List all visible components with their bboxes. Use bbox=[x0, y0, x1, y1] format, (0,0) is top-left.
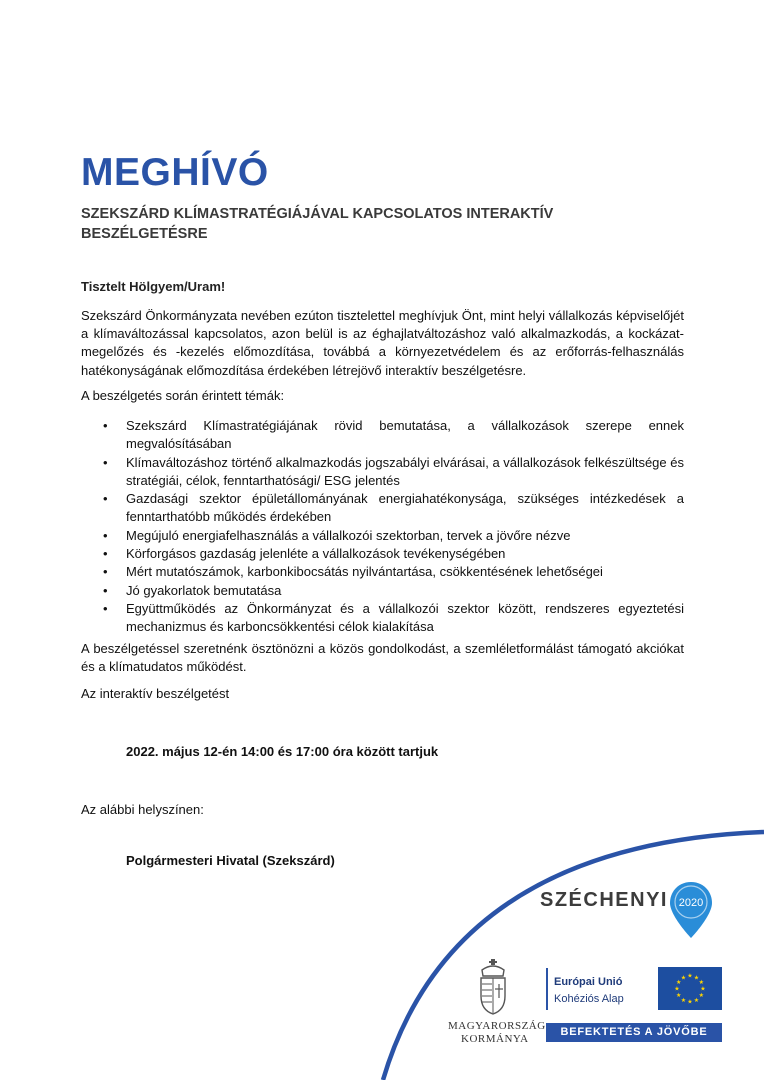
eu-flag-icon bbox=[658, 967, 722, 1010]
list-item: • Szekszárd Klímastratégiájának rövid bemutatása, a vállalkozások szerepe ennek megvalósításában bbox=[103, 418, 684, 452]
eu-star-icon: ★ bbox=[687, 998, 693, 1006]
szechenyi-year: 2020 bbox=[678, 897, 704, 909]
list-item: • Körforgásos gazdaság jelenléte a vállalkozások tevékenységében bbox=[81, 545, 684, 563]
szechenyi-logo-text: SZÉCHENYI bbox=[540, 889, 668, 911]
list-item: • Együttműködés az Önkormányzat és a vállalkozói szektor között, rendszeres egyeztetési mechanizmus és karboncsökkentési célok kialakítása bbox=[103, 600, 684, 635]
list-item: • Klímaváltozáshoz történő alkalmazkodás jogszabályi elvárásai, a vállalkozások felkészültsége és stratégiái, célok, fenntarthatósági/ ESG jelentés bbox=[103, 454, 684, 488]
eu-star-icon: ★ bbox=[693, 974, 700, 982]
page-subtitle: SZEKSZÁRD KLÍMASTRATÉGIÁJÁVAL KAPCSOLATOS INTERAKTÍV BESZÉLGETÉSRE bbox=[81, 206, 554, 242]
bullet-icon: • bbox=[103, 454, 108, 470]
eu-star-icon: ★ bbox=[680, 974, 687, 982]
eu-star-icon: ★ bbox=[680, 996, 687, 1004]
invest-future-banner: BEFEKTETÉS A JÖVŐBE bbox=[546, 1023, 722, 1042]
bullet-icon: • bbox=[103, 600, 108, 616]
bullet-icon: • bbox=[103, 527, 108, 543]
list-item: • Megújuló energiafelhasználás a vállalkozói szektorban, tervek a jövőre nézve bbox=[81, 527, 684, 545]
bullet-icon: • bbox=[103, 546, 108, 562]
venue-lead: Az alábbi helyszínen: bbox=[81, 802, 204, 817]
cohesion-fund-label: Kohéziós Alap bbox=[554, 993, 624, 1005]
szechenyi-pin-icon bbox=[668, 880, 714, 940]
topics-lead: A beszélgetés során érintett témák: bbox=[81, 388, 285, 403]
event-date: 2022. május 12-én 14:00 és 17:00 óra között tartjuk bbox=[126, 744, 439, 759]
list-item: • Gazdasági szektor épületállományának energiahatékonysága, szükséges intézkedések a fenntarthatóbb működés érdekében bbox=[103, 491, 684, 525]
bullet-icon: • bbox=[103, 582, 108, 598]
page-title: MEGHÍVÓ bbox=[81, 151, 269, 194]
eu-divider bbox=[546, 968, 548, 1010]
bullet-icon: • bbox=[103, 564, 108, 580]
government-line-2: KORMÁNYA bbox=[461, 1033, 529, 1045]
eu-label: Európai Unió bbox=[554, 976, 623, 988]
intro-paragraph: Szekszárd Önkormányzata nevében ezúton tisztelettel meghívjuk Önt, mint helyi vállalkozás képviselőjét a klímaváltozással kapcsolatos, azon belül is az éghajlatváltozáshoz való alkalmazkodás, a kockázat-megelőzés és -kezelés előmozdítása, továbbá a környezetvédelem és az erőforrás-felhasználás hatékonyságának előmozdítása érdekében létrejövő interaktív beszélgetésre. bbox=[81, 308, 684, 378]
eu-star-icon: ★ bbox=[700, 985, 706, 993]
list-item: • Jó gyakorlatok bemutatása bbox=[81, 582, 684, 600]
interactive-lead: Az interaktív beszélgetést bbox=[81, 686, 230, 701]
bullet-icon: • bbox=[103, 418, 108, 433]
closing-paragraph: A beszélgetéssel szeretnénk ösztönözni a közös gondolkodást, a szemléletformálást támogató akciókat és a klímatudatos működést. bbox=[81, 641, 684, 675]
eu-star-icon: ★ bbox=[676, 992, 682, 1000]
list-item: • Mért mutatószámok, karbonkibocsátás nyilvántartása, csökkentésének lehetőségei bbox=[81, 563, 684, 581]
eu-star-icon: ★ bbox=[693, 996, 700, 1004]
eu-star-icon: ★ bbox=[698, 979, 704, 987]
eu-star-icon: ★ bbox=[687, 972, 693, 980]
eu-star-icon: ★ bbox=[674, 985, 680, 993]
eu-star-icon: ★ bbox=[698, 992, 704, 1000]
eu-star-icon: ★ bbox=[676, 979, 682, 987]
greeting: Tisztelt Hölgyem/Uram! bbox=[81, 279, 226, 294]
government-line-1: MAGYARORSZÁG bbox=[448, 1020, 546, 1032]
event-venue: Polgármesteri Hivatal (Szekszárd) bbox=[126, 853, 335, 868]
coat-of-arms-icon bbox=[477, 958, 509, 1016]
bullet-icon: • bbox=[103, 491, 108, 507]
